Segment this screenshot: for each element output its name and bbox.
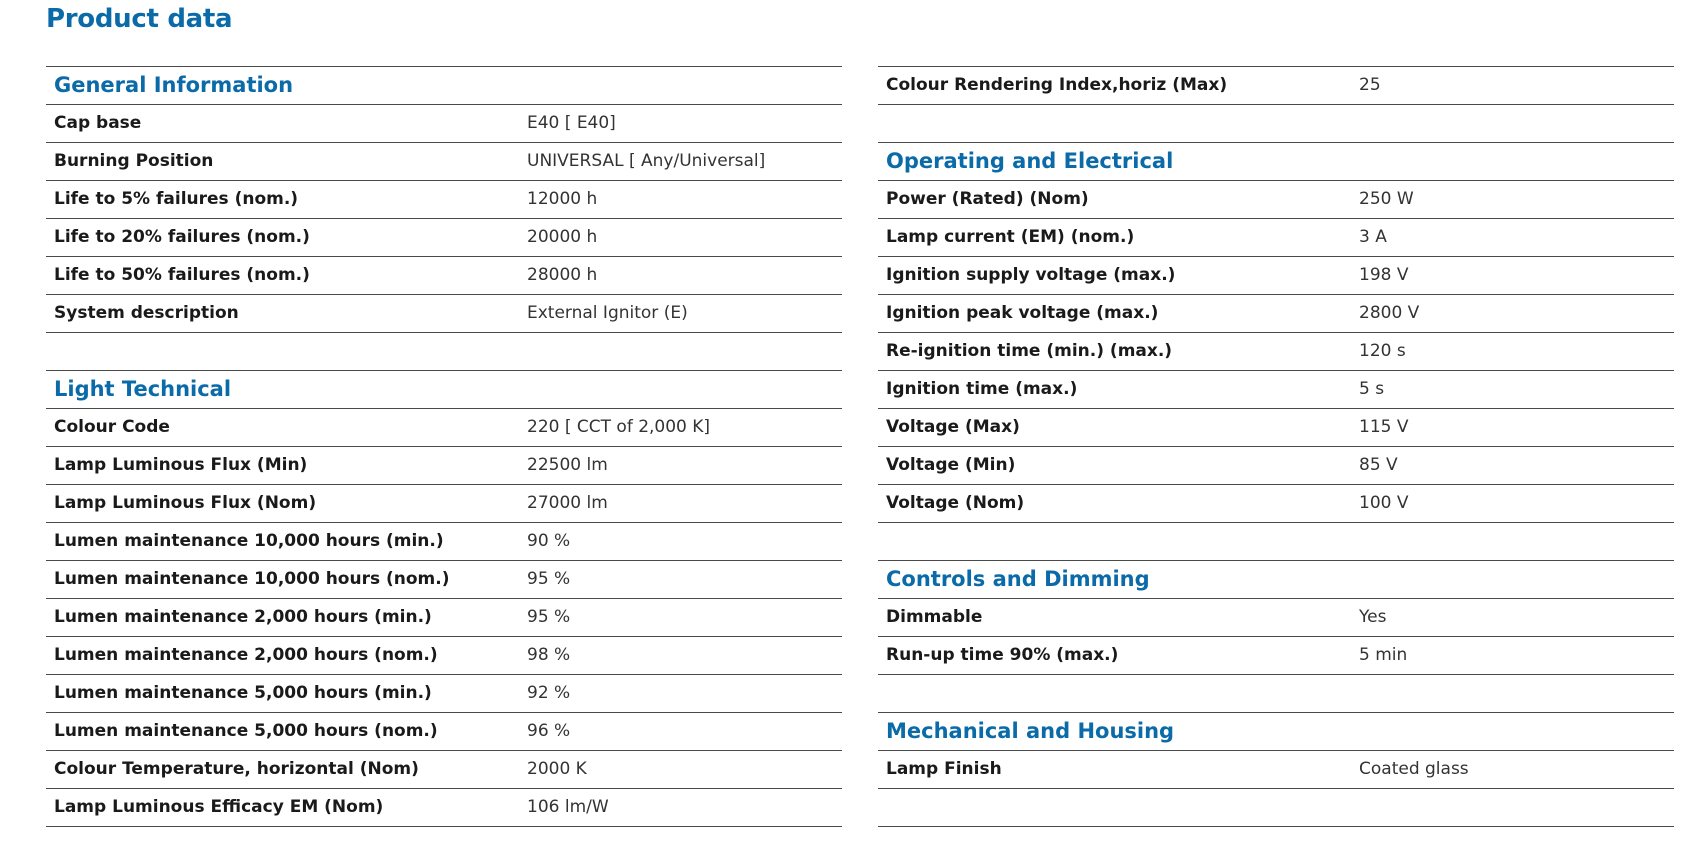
spec-label: Colour Temperature, horizontal (Nom): [54, 759, 419, 779]
spec-row-voltage-nom: [878, 485, 1674, 523]
spec-label: Lumen maintenance 5,000 hours (nom.): [54, 721, 438, 741]
spec-label: Lumen maintenance 5,000 hours (min.): [54, 683, 432, 703]
section-title: Operating and Electrical: [886, 149, 1174, 173]
spec-value: 25: [1359, 75, 1381, 95]
spec-row-dimmable: [878, 599, 1674, 637]
spec-row-lumen-maintenance-5-000-hours-min: [46, 675, 842, 713]
spec-label: Lamp Finish: [886, 759, 1002, 779]
spec-label: Cap base: [54, 113, 142, 133]
spec-label: Life to 50% failures (nom.): [54, 265, 310, 285]
spec-value: 95 %: [527, 607, 571, 627]
spec-row-voltage-min: [878, 447, 1674, 485]
spec-value: 2800 V: [1359, 303, 1420, 323]
spec-row-lumen-maintenance-2-000-hours-min: [46, 599, 842, 637]
spec-value: 198 V: [1359, 265, 1409, 285]
spec-value: 2000 K: [527, 759, 587, 779]
right-spec-table: [878, 66, 1674, 827]
spec-row-lumen-maintenance-10-000-hours-min: [46, 523, 842, 561]
spec-row-ignition-peak-voltage-max: [878, 295, 1674, 333]
spec-row-lumen-maintenance-5-000-hours-nom: [46, 713, 842, 751]
spec-label: Burning Position: [54, 151, 214, 171]
spec-value: 5 s: [1359, 379, 1385, 399]
spec-row-life-to-50-failures-nom: [46, 257, 842, 295]
spec-value: 28000 h: [527, 265, 598, 285]
spec-value: E40 [ E40]: [527, 113, 616, 133]
spec-value: External Ignitor (E): [527, 303, 688, 323]
spec-row-system-description: [46, 295, 842, 333]
spec-value: 85 V: [1359, 455, 1398, 475]
spec-label: Voltage (Max): [886, 417, 1020, 437]
left-spec-table: [46, 66, 842, 827]
spec-row-re-ignition-time-min-max: [878, 333, 1674, 371]
spec-value: 95 %: [527, 569, 571, 589]
section-header-light-technical: [46, 371, 842, 409]
spec-label: Voltage (Nom): [886, 493, 1025, 513]
page-title: Product data: [46, 4, 233, 34]
spec-value: 96 %: [527, 721, 571, 741]
spec-label: Voltage (Min): [886, 455, 1016, 475]
spec-row-lumen-maintenance-2-000-hours-nom: [46, 637, 842, 675]
spacer-row: [878, 105, 1674, 143]
section-header-controls-and-dimming: [878, 561, 1674, 599]
section-header-general-information: [46, 66, 842, 105]
spec-label: System description: [54, 303, 239, 323]
spec-label: Ignition peak voltage (max.): [886, 303, 1159, 323]
spec-label: Colour Rendering Index,horiz (Max): [886, 75, 1228, 95]
spec-row-run-up-time-90-max: [878, 637, 1674, 675]
spec-row-ignition-time-max: [878, 371, 1674, 409]
spec-label: Lamp Luminous Flux (Nom): [54, 493, 317, 513]
spec-value: Coated glass: [1359, 759, 1469, 779]
spec-label: Dimmable: [886, 607, 983, 627]
spec-row-cap-base: [46, 105, 842, 143]
spec-value: 220 [ CCT of 2,000 K]: [527, 417, 711, 437]
spec-value: 98 %: [527, 645, 571, 665]
spec-row-burning-position: [46, 143, 842, 181]
spec-value: 20000 h: [527, 227, 598, 247]
section-title: General Information: [54, 73, 294, 97]
spec-label: Lamp current (EM) (nom.): [886, 227, 1135, 247]
spec-value: 120 s: [1359, 341, 1406, 361]
spec-label: Lumen maintenance 2,000 hours (min.): [54, 607, 432, 627]
spec-value: 90 %: [527, 531, 571, 551]
spec-row-lamp-luminous-efficacy-em-nom: [46, 789, 842, 827]
spec-label: Ignition time (max.): [886, 379, 1078, 399]
spacer-row: [878, 523, 1674, 561]
section-header-operating-and-electrical: [878, 143, 1674, 181]
spec-row-life-to-20-failures-nom: [46, 219, 842, 257]
spec-label: Lamp Luminous Efficacy EM (Nom): [54, 797, 384, 817]
spec-value: 115 V: [1359, 417, 1409, 437]
spacer-row: [46, 333, 842, 371]
spec-row-colour-temperature-horizontal-nom: [46, 751, 842, 789]
section-title: Controls and Dimming: [886, 567, 1150, 591]
spec-row-colour-code: [46, 409, 842, 447]
spec-row-lamp-luminous-flux-min: [46, 447, 842, 485]
spec-value: 92 %: [527, 683, 571, 703]
section-title: Light Technical: [54, 377, 232, 401]
spec-value: UNIVERSAL [ Any/Universal]: [527, 151, 766, 171]
section-header-mechanical-and-housing: [878, 713, 1674, 751]
spec-label: Lumen maintenance 2,000 hours (nom.): [54, 645, 438, 665]
spec-row-lamp-luminous-flux-nom: [46, 485, 842, 523]
spec-row-lumen-maintenance-10-000-hours-nom: [46, 561, 842, 599]
spec-value: 12000 h: [527, 189, 598, 209]
spec-value: Yes: [1359, 607, 1387, 627]
spec-label: Life to 5% failures (nom.): [54, 189, 299, 209]
spec-value: 250 W: [1359, 189, 1414, 209]
spec-label: Lumen maintenance 10,000 hours (min.): [54, 531, 444, 551]
spec-value: 5 min: [1359, 645, 1408, 665]
spec-row-ignition-supply-voltage-max: [878, 257, 1674, 295]
spec-row-colour-rendering-index-horiz-max: [878, 66, 1674, 105]
spec-label: Colour Code: [54, 417, 170, 437]
spec-value: 106 lm/W: [527, 797, 609, 817]
spec-value: 22500 lm: [527, 455, 608, 475]
spec-row-voltage-max: [878, 409, 1674, 447]
spec-row-lamp-current-em-nom: [878, 219, 1674, 257]
spacer-row: [878, 789, 1674, 827]
spec-value: 27000 lm: [527, 493, 608, 513]
spec-value: 100 V: [1359, 493, 1409, 513]
spec-value: 3 A: [1359, 227, 1387, 247]
spec-label: Run-up time 90% (max.): [886, 645, 1119, 665]
spec-label: Ignition supply voltage (max.): [886, 265, 1176, 285]
spec-label: Life to 20% failures (nom.): [54, 227, 310, 247]
spec-row-power-rated-nom: [878, 181, 1674, 219]
spec-row-lamp-finish: [878, 751, 1674, 789]
spec-label: Power (Rated) (Nom): [886, 189, 1089, 209]
spec-label: Re-ignition time (min.) (max.): [886, 341, 1173, 361]
spacer-row: [878, 675, 1674, 713]
spec-row-life-to-5-failures-nom: [46, 181, 842, 219]
spec-label: Lumen maintenance 10,000 hours (nom.): [54, 569, 450, 589]
spec-label: Lamp Luminous Flux (Min): [54, 455, 308, 475]
section-title: Mechanical and Housing: [886, 719, 1175, 743]
